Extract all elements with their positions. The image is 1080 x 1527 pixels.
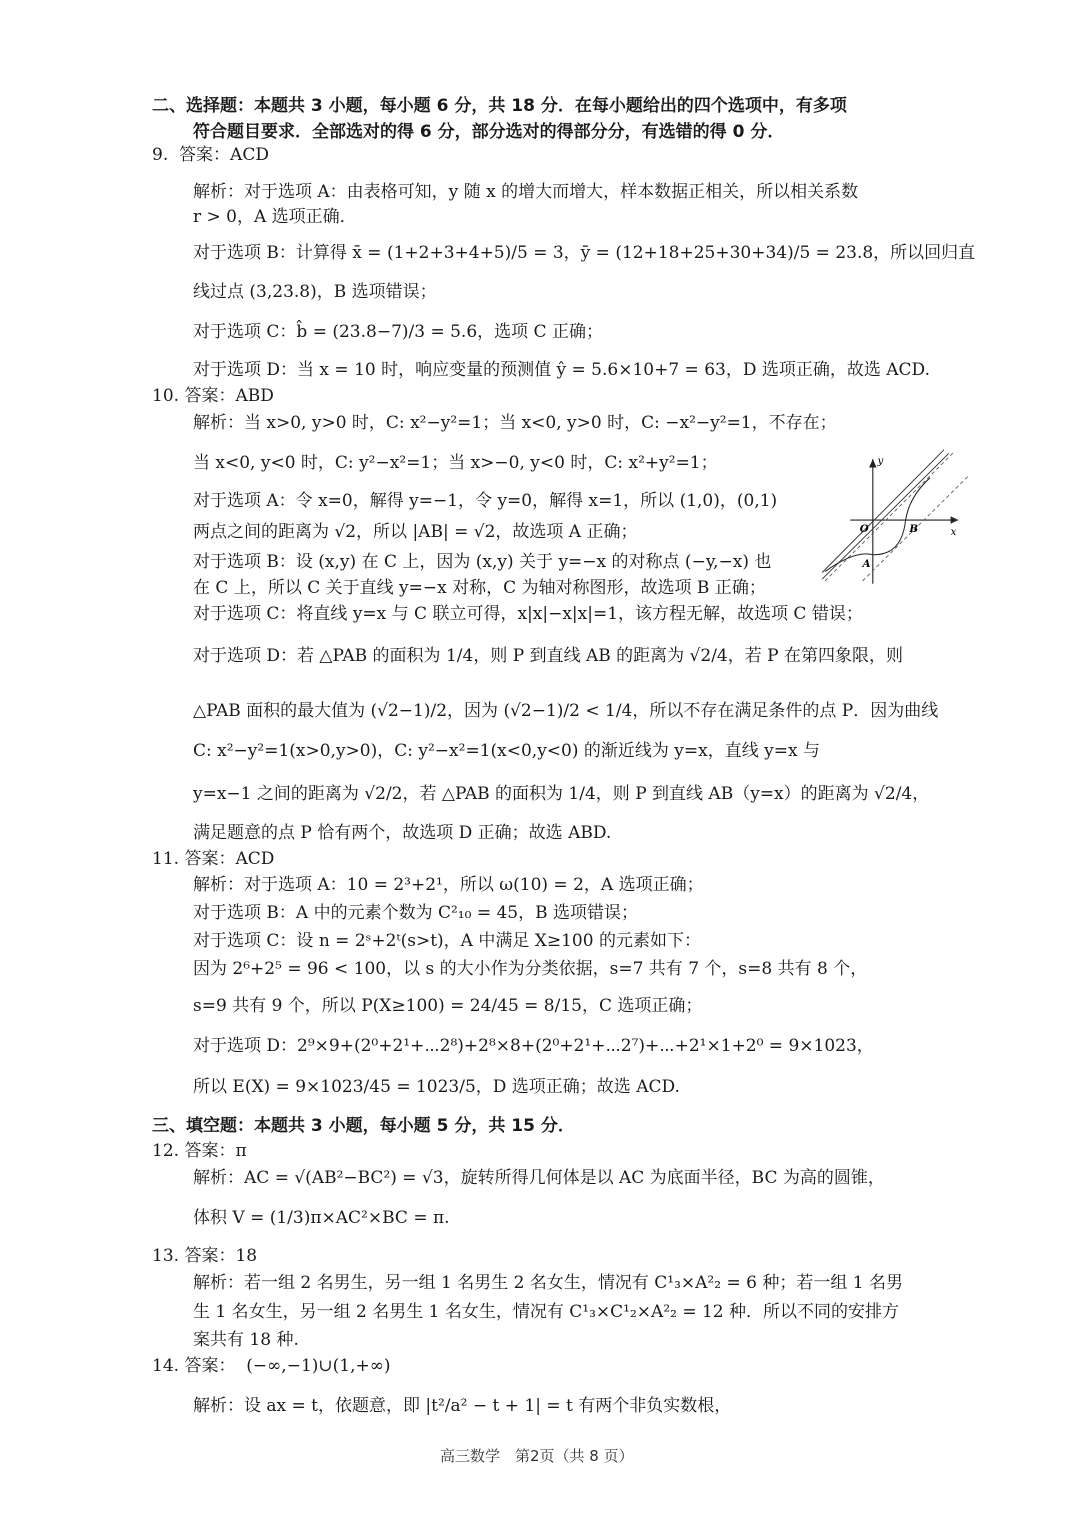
q14-line-1: 解析：设 ax = t，依题意，即 |t²/a² − t + 1| = t 有两个非负实数根， xyxy=(193,1396,732,1416)
q11-line-1: 解析：对于选项 A：10 = 2³+2¹，所以 ω(10) = 2，A 选项正确； xyxy=(193,875,704,895)
q12-answer-label: 答案：π xyxy=(184,1141,247,1161)
q10-line-3: 对于选项 A：令 x=0，解得 y=−1，令 y=0，解得 x=1，所以 (1,0)，(0,1) xyxy=(193,491,778,511)
q14-answer xyxy=(152,1355,391,1377)
section2-heading-line2: 符合题目要求．全部选对的得 6 分，部分选对的得部分分，有选错的得 0 分． xyxy=(193,122,785,142)
q10-line-8: 对于选项 D：若 △PAB 的面积为 1/4，则 P 到直线 AB 的距离为 √2/4，若 P 在第四象限，则 xyxy=(193,646,903,666)
q10-answer-label: 答案：ABD xyxy=(184,386,274,406)
q13-line-2: 生 1 名女生，另一组 2 名男生 1 名女生，情况有 C¹₃×C¹₂×A²₂ = 12 种．所以不同的安排方 xyxy=(193,1302,900,1322)
q13-line-3: 案共有 18 种. xyxy=(193,1330,299,1350)
q9-line-5: 对于选项 C：b̂ = (23.8−7)/3 = 5.6，选项 C 正确； xyxy=(193,322,603,342)
q10-line-4: 两点之间的距离为 √2，所以 |AB| = √2，故选项 A 正确； xyxy=(193,522,638,542)
q10-line-10: C: x²−y²=1(x>0,y>0)，C: y²−x²=1(x<0,y<0) 的渐近线为 y=x，直线 y=x 与 xyxy=(193,741,820,761)
q12-line-2: 体积 V = (1/3)π×AC²×BC = π. xyxy=(193,1208,450,1228)
q10-line-1: 解析：当 x>0, y>0 时，C: x²−y²=1；当 x<0, y>0 时，C: −x²−y²=1，不存在； xyxy=(193,413,837,433)
hyperbola-figure xyxy=(805,445,980,595)
q11-line-7: 所以 E(X) = 9×1023/45 = 1023/5，D 选项正确；故选 ACD. xyxy=(193,1077,680,1097)
q10-line-6: 在 C 上，所以 C 关于直线 y=−x 对称，C 为轴对称图形，故选项 B 正确； xyxy=(193,578,766,598)
q12-answer xyxy=(152,1140,247,1162)
q13-number: 13. xyxy=(152,1246,180,1266)
q12-number: 12. xyxy=(152,1141,180,1161)
q9-answer xyxy=(152,144,269,166)
section2-heading-line1: 二、选择题：本题共 3 小题，每小题 6 分，共 18 分．在每小题给出的四个选项中，有多项 xyxy=(152,96,847,116)
q13-answer-label: 答案：18 xyxy=(184,1246,258,1266)
q14-answer-value: (−∞,−1)∪(1,+∞) xyxy=(246,1356,391,1376)
q13-line-1: 解析：若一组 2 名男生，另一组 1 名男生 2 名女生，情况有 C¹₃×A²₂ = 6 种；若一组 1 名男 xyxy=(193,1273,903,1293)
fig-a-label: A xyxy=(862,557,871,570)
q10-line-12: 满足题意的点 P 恰有两个，故选项 D 正确；故选 ABD. xyxy=(193,823,612,843)
q14-answer-label: 答案： xyxy=(184,1356,236,1376)
page-footer: 高三数学 第2页（共 8 页） xyxy=(440,1447,634,1465)
q11-line-3: 对于选项 C：设 n = 2ˢ+2ᵗ(s>t)，A 中满足 X≥100 的元素如下： xyxy=(193,931,701,951)
q10-line-7: 对于选项 C：将直线 y=x 与 C 联立可得，x|x|−x|x|=1，该方程无解，故选项 C 错误； xyxy=(193,604,863,624)
q9-line-6: 对于选项 D：当 x = 10 时，响应变量的预测值 ŷ = 5.6×10+7 = 63，D 选项正确，故选 ACD. xyxy=(193,360,930,380)
q9-answer-label: 答案：ACD xyxy=(179,145,269,165)
q11-answer xyxy=(152,848,274,870)
q11-answer-label: 答案：ACD xyxy=(184,849,275,869)
q9-line-3: 对于选项 B：计算得 x̄ = (1+2+3+4+5)/5 = 3，ȳ = (12+18+25+30+34)/5 = 23.8，所以回归直 xyxy=(193,243,976,263)
q10-line-5: 对于选项 B：设 (x,y) 在 C 上，因为 (x,y) 关于 y=−x 的对称点 (−y,−x) 也 xyxy=(193,552,772,572)
q14-number: 14. xyxy=(152,1356,180,1376)
q11-line-4: 因为 2⁶+2⁵ = 96 < 100，以 s 的大小作为分类依据，s=7 共有 7 个，s=8 共有 8 个， xyxy=(193,959,868,979)
q10-line-2: 当 x<0, y<0 时，C: y²−x²=1；当 x>−0, y<0 时，C: x²+y²=1； xyxy=(193,453,718,473)
fig-b-label: B xyxy=(909,523,919,536)
q9-number: 9. xyxy=(152,145,169,165)
q11-line-5: s=9 共有 9 个，所以 P(X≥100) = 24/45 = 8/15，C 选项正确； xyxy=(193,996,703,1016)
q10-number: 10. xyxy=(152,386,180,406)
q13-answer xyxy=(152,1245,257,1267)
q11-line-2: 对于选项 B：A 中的元素个数为 C²₁₀ = 45，B 选项错误； xyxy=(193,903,639,923)
q9-line-4: 线过点 (3,23.8)，B 选项错误； xyxy=(193,282,437,302)
q10-line-11: y=x−1 之间的距离为 √2/2，若 △PAB 的面积为 1/4，则 P 到直线 AB（y=x）的距离为 √2/4， xyxy=(193,784,930,804)
q11-number: 11. xyxy=(152,849,180,869)
fig-origin-label: O xyxy=(859,523,869,536)
q9-line-2: r > 0，A 选项正确． xyxy=(193,207,357,227)
section3-heading: 三、填空题：本题共 3 小题，每小题 5 分，共 15 分． xyxy=(152,1116,575,1136)
fig-x-label: x xyxy=(950,526,957,538)
q12-line-1: 解析：AC = √(AB²−BC²) = √3，旋转所得几何体是以 AC 为底面半径，BC 为高的圆锥， xyxy=(193,1168,885,1188)
fig-y-label: y xyxy=(877,454,884,467)
q11-line-6: 对于选项 D：2⁹×9+(2⁰+2¹+⋯2⁸)+2⁸×8+(2⁰+2¹+⋯2⁷)+⋯+2¹×1+2⁰ = 9×1023， xyxy=(193,1036,874,1056)
q10-line-9: △PAB 面积的最大值为 (√2−1)/2，因为 (√2−1)/2 < 1/4，所以不存在满足条件的点 P．因为曲线 xyxy=(193,701,939,721)
q9-line-1: 解析：对于选项 A：由表格可知，y 随 x 的增大而增大，样本数据正相关，所以相关系数 xyxy=(193,182,859,202)
q10-answer xyxy=(152,385,274,407)
